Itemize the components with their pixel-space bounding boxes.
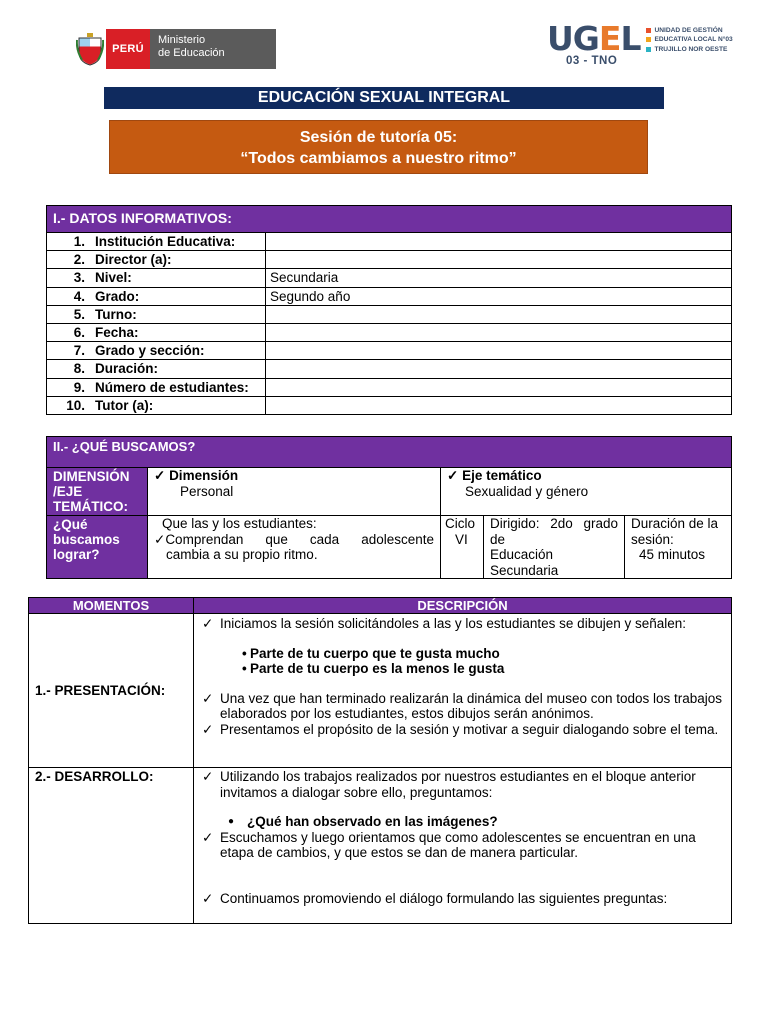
- presentacion-description: ✓ Iniciamos la sesión solicitándoles a las y los estudiantes se dibujen y señalen: • Parte de tu cuerpo que te gusta mucho • Parte de tu cuerpo es la menos le gusta ✓ Una vez que han terminado realizarán la dinámica del museo con todos los trabajos elaborados por los estudiantes, estos dibujos serán anónimos. ✓ Presentamos el propósito de la sesión y motivar a seguir dialogando sobre el tema.: [194, 614, 732, 768]
- table-row: 4. Grado: Segundo año: [47, 287, 732, 305]
- check-icon: ✓: [202, 829, 214, 845]
- presentacion-label: 1.- PRESENTACIÓN:: [29, 614, 194, 768]
- table-cell: [266, 342, 732, 360]
- ministerio-label: Ministerio de Educación: [150, 29, 276, 69]
- check-icon: ✓: [202, 769, 214, 784]
- table-row: 5. Turno:: [47, 305, 732, 323]
- desarrollo-description: ✓ Utilizando los trabajos realizados por nuestros estudiantes en el bloque anterior invitamos a dialogar sobre ello, preguntamos: ● ¿Qué han observado en las imágenes? ✓ Escuchamos y luego orientamos que como adolescentes se encuentran en una etapa de cambios, y que estos se dan de manera particular. ✓ Continuamos promoviendo el diálogo formulando las siguientes preguntas:: [194, 768, 732, 924]
- table-row: 1. Institución Educativa:: [47, 233, 732, 251]
- check-icon: ✓: [202, 690, 214, 706]
- ugel-logo: [547, 19, 733, 67]
- buscamos-heading: II.- ¿QUÉ BUSCAMOS?: [47, 437, 732, 468]
- lograr-label: ¿Qué buscamos lograr?: [47, 516, 148, 579]
- table-row: [29, 768, 732, 924]
- momentos-table: [28, 597, 732, 924]
- table-row: 2. Director (a):: [47, 251, 732, 269]
- dirigido-cell: Dirigido: 2do grado de Educación Secundaria: [484, 516, 625, 579]
- dimension-cell: ✓ Dimensión Personal: [148, 468, 441, 516]
- table-row: 7. Grado y sección:: [47, 342, 732, 360]
- check-icon: ✓: [202, 890, 214, 906]
- duracion-cell: Duración de la sesión: 45 minutos: [625, 516, 732, 579]
- momentos-header: MOMENTOS: [29, 598, 194, 614]
- check-icon: ✓: [202, 721, 214, 737]
- table-cell: [266, 396, 732, 414]
- ciclo-cell: Ciclo VI: [441, 516, 484, 579]
- table-row: 9. Número de estudiantes:: [47, 378, 732, 396]
- session-name: “Todos cambiamos a nuestro ritmo”: [240, 150, 517, 167]
- desarrollo-label: 2.- DESARROLLO:: [29, 768, 194, 924]
- minedu-logo: [74, 29, 276, 69]
- check-icon: ✓: [154, 531, 166, 547]
- check-icon: ✓: [447, 468, 463, 483]
- peru-label: PERÚ: [106, 29, 150, 69]
- table-cell: [266, 360, 732, 378]
- bullet-icon: •: [242, 661, 247, 676]
- ugel-side-text: UNIDAD DE GESTIÓN EDUCATIVA LOCAL N°03 TRUJILLO NOR OESTE: [646, 26, 732, 54]
- ugel-subtitle: 03 - TNO: [566, 55, 618, 67]
- datos-informativos-table: [46, 205, 732, 415]
- session-title-box: [109, 120, 648, 174]
- dimension-label: DIMENSIÓN /EJE TEMÁTICO:: [47, 468, 148, 516]
- eje-tematico-cell: ✓ Eje temático Sexualidad y género: [441, 468, 732, 516]
- check-icon: ✓: [154, 468, 170, 483]
- table-cell: [266, 378, 732, 396]
- table-cell: Segundo año: [266, 287, 732, 305]
- table-cell: Secundaria: [266, 269, 732, 287]
- table-cell: [266, 323, 732, 341]
- table-row: [29, 614, 732, 768]
- bullet-icon: •: [242, 645, 247, 661]
- datos-heading: I.- DATOS INFORMATIVOS:: [47, 206, 732, 233]
- bullet-icon: ●: [228, 816, 235, 827]
- table-row: 3. Nivel: Secundaria: [47, 269, 732, 287]
- table-row: 8. Duración:: [47, 360, 732, 378]
- session-number: Sesión de tutoría 05:: [299, 129, 458, 146]
- descripcion-header: DESCRIPCIÓN: [194, 598, 732, 614]
- table-cell: [266, 251, 732, 269]
- table-cell: [266, 233, 732, 251]
- table-cell: [266, 305, 732, 323]
- que-buscamos-table: [46, 436, 732, 579]
- check-icon: ✓: [202, 616, 214, 631]
- table-row: 10. Tutor (a):: [47, 396, 732, 414]
- lograr-cell: Que las y los estudiantes: ✓ Comprendan que cada adolescente cambia a su propio ritmo.: [148, 516, 441, 579]
- ugel-wordmark: UGEL: [547, 19, 641, 58]
- document-title: EDUCACIÓN SEXUAL INTEGRAL: [104, 87, 664, 109]
- table-row: 6. Fecha:: [47, 323, 732, 341]
- peru-crest-icon: [74, 29, 106, 69]
